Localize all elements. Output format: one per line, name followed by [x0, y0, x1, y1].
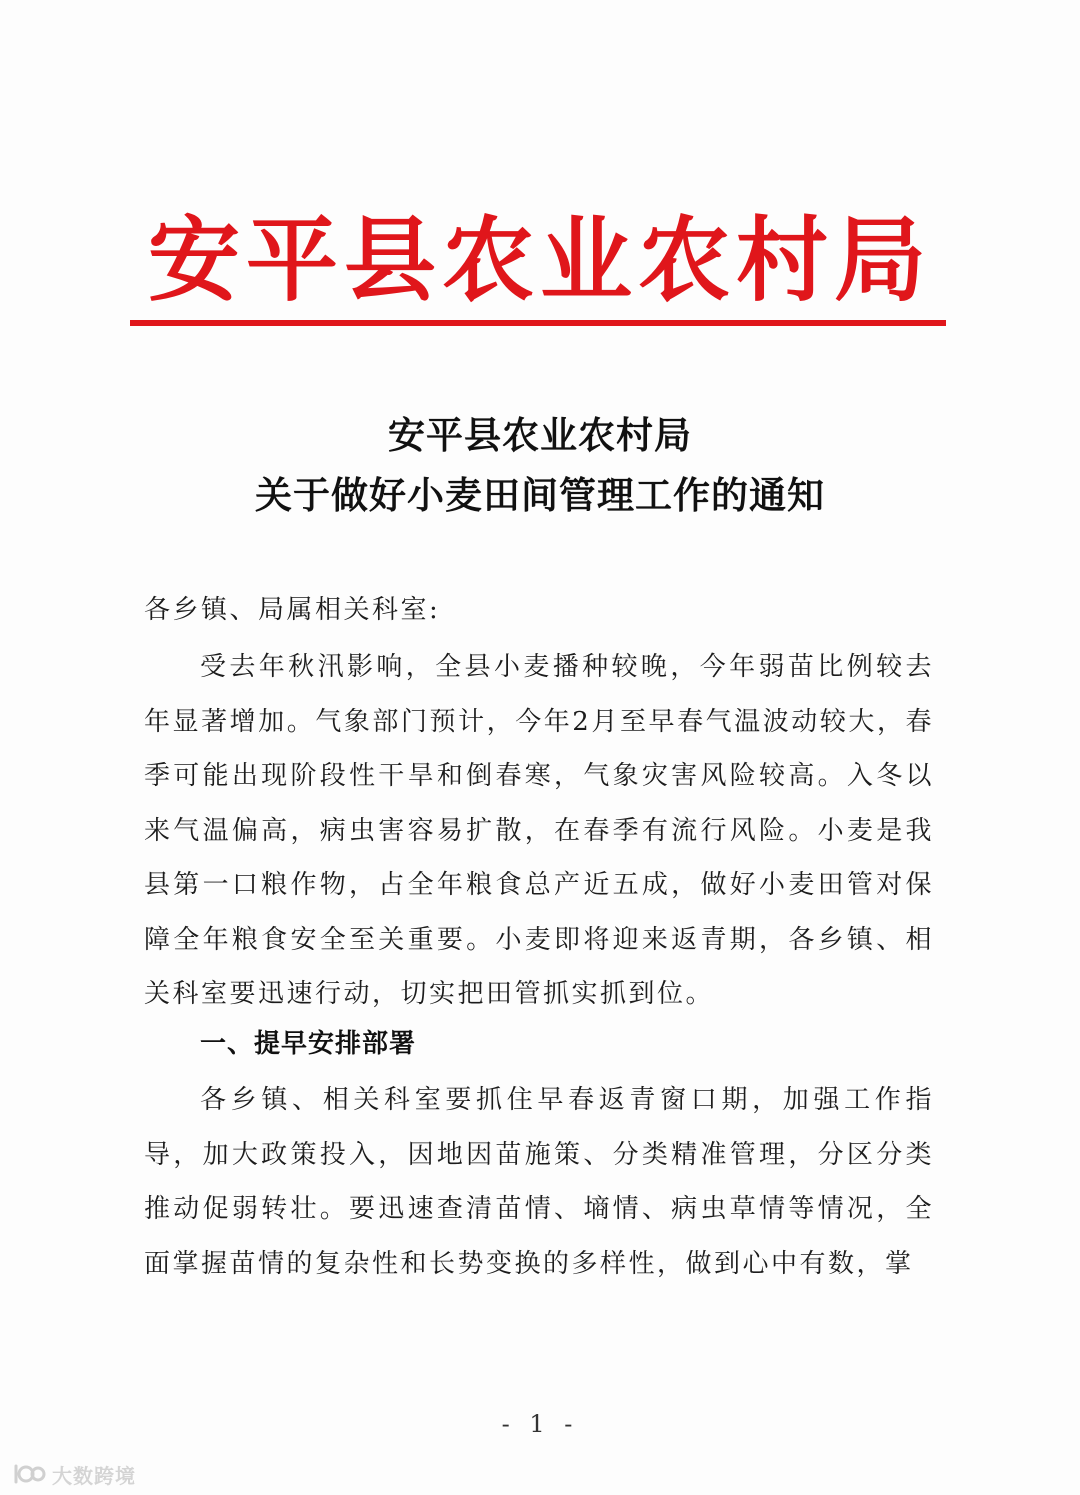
page-number: - 1 -: [501, 1410, 579, 1438]
salutation: 各乡镇、局属相关科室:: [144, 595, 441, 625]
agency-header: 安平县农业农村局: [147, 206, 932, 314]
intro-paragraph: 受去年秋汛影响，全县小麦播种较晚，今年弱苗比例较去年显著增加。气象部门预计，今年2月至早春气温波动较大，春季可能出现阶段性干旱和倒春寒，气象灾害风险较高。入冬以来气温偏高，病虫害容易扩散，在春季有流行风险。小麦是我县第一口粮作物，占全年粮食总产近五成，做好小麦田管对保障全年粮食安全至关重要。小麦即将迎来返青期，各乡镇、相关科室要迅速行动，切实把田管抓实抓到位。: [144, 652, 934, 1009]
bigdata-logo-icon: [12, 1462, 46, 1486]
document-title-line-2: 关于做好小麦田间管理工作的通知: [255, 473, 825, 517]
watermark-text: 大数跨境: [52, 1463, 136, 1488]
section-1-heading: 一、提早安排部署: [200, 1029, 417, 1059]
section-1-paragraph: 各乡镇、相关科室要抓住早春返青窗口期，加强工作指导，加大政策投入，因地因苗施策、分类精准管理，分区分类推动促弱转壮。要迅速查清苗情、墒情、病虫草情等情况，全面掌握苗情的复杂性和长势变换的多样性，做到心中有数，掌: [144, 1085, 934, 1279]
watermark: [12, 1458, 136, 1490]
document-title-line-1: 安平县农业农村局: [388, 413, 692, 457]
red-header-rule: [130, 320, 946, 326]
